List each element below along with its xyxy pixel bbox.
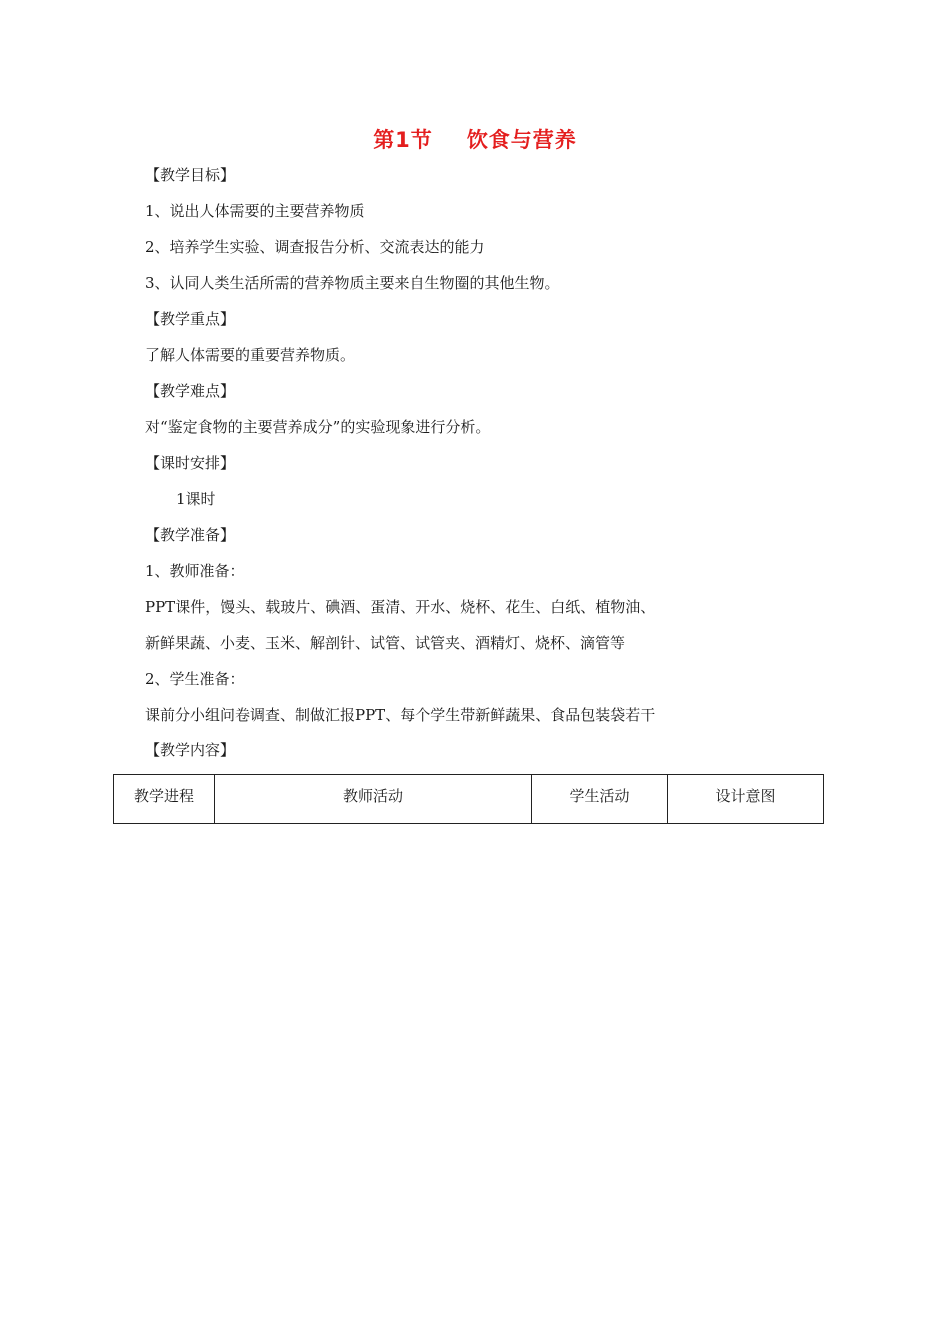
- heading-objectives: 【教学目标】: [145, 166, 236, 184]
- teacher-prep-heading: 1、教师准备：: [145, 562, 245, 580]
- schedule-text: 1课时: [176, 490, 216, 508]
- key-point-text: 了解人体需要的重要营养物质。: [145, 346, 356, 364]
- student-prep-text: 课前分小组问卷调查、制做汇报PPT、每个学生带新鲜蔬果、食品包装袋若干: [145, 706, 656, 724]
- heading-preparation: 【教学准备】: [145, 526, 236, 544]
- header-design-intent: 设计意图: [668, 775, 824, 824]
- teaching-content-table: [113, 774, 824, 824]
- heading-difficulties: 【教学难点】: [145, 382, 236, 400]
- objective-3: 3、认同人类生活所需的营养物质主要来自生物圈的其他生物。: [145, 274, 560, 292]
- section-name: 饮食与营养: [466, 128, 577, 152]
- section-number: 第1节: [373, 128, 433, 152]
- header-teaching-process: 教学进程: [114, 775, 215, 824]
- table-header-row: [114, 775, 824, 824]
- header-student-activity: 学生活动: [532, 775, 668, 824]
- teacher-prep-line-2: 新鲜果蔬、小麦、玉米、解剖针、试管、试管夹、酒精灯、烧杯、滴管等: [145, 634, 626, 652]
- difficulty-text: 对“鉴定食物的主要营养成分”的实验现象进行分析。: [145, 418, 491, 436]
- heading-key-points: 【教学重点】: [145, 310, 236, 328]
- page-title: [0, 124, 950, 154]
- student-prep-heading: 2、学生准备：: [145, 670, 245, 688]
- heading-content: 【教学内容】: [145, 741, 236, 759]
- heading-schedule: 【课时安排】: [145, 454, 236, 472]
- header-teacher-activity: 教师活动: [215, 775, 532, 824]
- objective-1: 1、说出人体需要的主要营养物质: [145, 202, 365, 220]
- objective-2: 2、培养学生实验、调查报告分析、交流表达的能力: [145, 238, 485, 256]
- teacher-prep-line-1: PPT课件，馒头、载玻片、碘酒、蛋清、开水、烧杯、花生、白纸、植物油、: [145, 598, 656, 616]
